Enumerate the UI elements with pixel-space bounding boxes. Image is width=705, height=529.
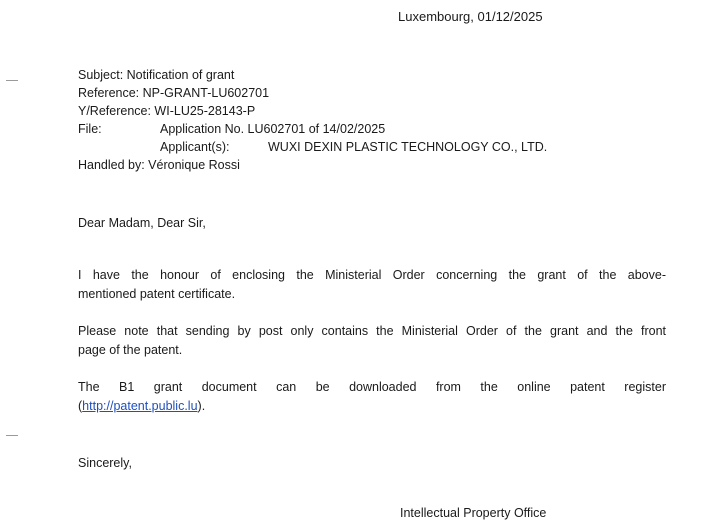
file-line	[78, 121, 386, 139]
paragraph-line: Please note that sending by post only contains the Ministerial Order of the grant and the front	[78, 324, 666, 338]
paragraph-line: I have the honour of enclosing the Ministerial Order concerning the grant of the above-	[78, 268, 666, 282]
your-reference-line: Y/Reference: WI-LU25-28143-P	[78, 104, 256, 118]
paragraph-line: The B1 grant document can be downloaded from the online patent register	[78, 380, 666, 394]
place-date: Luxembourg, 01/12/2025	[398, 9, 543, 24]
paragraph-line: page of the patent.	[78, 343, 183, 357]
paragraph-line: mentioned patent certificate.	[78, 287, 236, 301]
applicant-label: Applicant(s):	[160, 140, 230, 154]
paragraph-download	[78, 378, 666, 416]
letter-header-block	[78, 67, 548, 175]
fold-mark-top	[6, 80, 18, 81]
subject-line: Subject: Notification of grant	[78, 68, 235, 82]
paragraph-enclosure	[78, 266, 666, 304]
patent-register-link[interactable]: http://patent.public.lu	[82, 399, 198, 413]
signature: Intellectual Property Office	[400, 506, 547, 520]
paragraph-post-note	[78, 322, 666, 360]
open-paren: (	[78, 399, 83, 413]
salutation: Dear Madam, Dear Sir,	[78, 216, 206, 230]
close-paren: ).	[197, 399, 206, 413]
handled-by-line: Handled by: Véronique Rossi	[78, 158, 240, 172]
file-label: File:	[78, 122, 102, 136]
reference-line: Reference: NP-GRANT-LU602701	[78, 86, 270, 100]
closing: Sincerely,	[78, 456, 132, 470]
fold-mark-bottom	[6, 435, 18, 436]
applicant-line	[78, 139, 548, 157]
applicant-value: WUXI DEXIN PLASTIC TECHNOLOGY CO., LTD.	[268, 140, 548, 154]
paragraph-line-link	[78, 397, 666, 416]
file-value: Application No. LU602701 of 14/02/2025	[160, 122, 386, 136]
